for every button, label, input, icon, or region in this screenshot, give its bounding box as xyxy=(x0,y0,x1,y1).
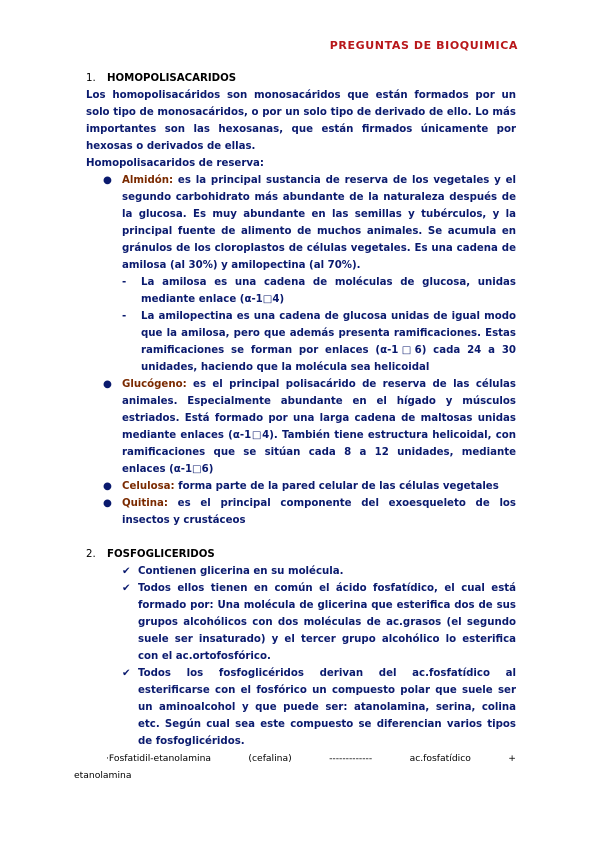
checkmark-icon: ✔ xyxy=(122,668,131,679)
intro-paragraph: Los homopolisacáridos son monosacáridos que están formados por un solo tipo de monosacáridos, o por un solo tipo de derivado de ello. Lo más importantes son las hexosanas, que están firmados únicamente por hexosas o derivados de ellas. xyxy=(86,90,516,152)
product: ac.fosfatídico xyxy=(409,753,471,764)
section-title: HOMOPOLISACARIDOS xyxy=(107,73,237,84)
section-1-heading xyxy=(86,70,516,87)
reaction-row xyxy=(88,750,516,767)
sub-item-text: La amilosa es una cadena de moléculas de glucosa, unidas mediante enlace (α-1□4) xyxy=(141,277,516,305)
item-term: Celulosa: xyxy=(122,481,175,492)
bullet-dot-icon: ● xyxy=(103,481,112,492)
dash-icon: - xyxy=(122,277,127,288)
reaction-line xyxy=(74,750,516,784)
check-item-text: Contienen glicerina en su molécula. xyxy=(138,566,344,577)
list-item xyxy=(86,495,516,529)
bullet-dot-icon: ● xyxy=(103,175,112,186)
check-item xyxy=(86,563,516,580)
sub-item-text: La amilopectina es una cadena de glucosa unidas de igual modo que la amilosa, pero que además presenta ramificaciones. Estas ramificaciones se forman por enlaces (α-1□6) cada 24 a 30 unidades, haciendo que la molécula sea helicoidal xyxy=(141,311,516,373)
second-product: etanolamina xyxy=(74,770,132,781)
sub-item xyxy=(122,308,516,376)
section-number: 2. xyxy=(86,549,96,560)
check-item-text: Todos los fosfoglicéridos derivan del ac.fosfatídico al esterificarse con el fosfórico un compuesto polar que suele ser un aminoalcohol y que puede ser: atanolamina, serina, colina etc. Según cual sea este compuesto se diferencian varios tipos de fosfoglicéridos. xyxy=(138,668,516,747)
check-item xyxy=(86,580,516,665)
page-header: PREGUNTAS DE BIOQUIMICA xyxy=(329,39,518,52)
section-title: FOSFOGLICERIDOS xyxy=(107,549,215,560)
item-text: es la principal sustancia de reserva de los vegetales y el segundo carbohidrato más abundante de la naturaleza después de la glucosa. Es muy abundante en las semillas y tubérculos, y la principal fuente de alimento de muchos animales. Se acumula en gránulos de los cloroplastos de células vegetales. Es una cadena de amilosa (al 30%) y amilopectina (al 70%). xyxy=(122,175,516,271)
item-term: Glucógeno: xyxy=(122,379,187,390)
list-item xyxy=(86,376,516,478)
dash-icon: - xyxy=(122,311,127,322)
check-list xyxy=(86,563,516,750)
check-item xyxy=(86,665,516,750)
checkmark-icon: ✔ xyxy=(122,583,131,594)
item-text: es el principal componente del exoesqueleto de los insectos y crustáceos xyxy=(122,498,516,526)
item-text: forma parte de la pared celular de las células vegetales xyxy=(174,481,499,492)
bullet-dot-icon: ● xyxy=(103,498,112,509)
check-item-text: Todos ellos tienen en común el ácido fosfatídico, el cual está formado por: Una molécula de glicerina que esterifica dos de sus grupos alcohólicos con dos moléculas de ac.grasos (el segundo suele ser insaturado) y el tercer grupo alcohólico lo esterifica con el ac.ortofosfórico. xyxy=(138,583,516,662)
checkmark-icon: ✔ xyxy=(122,566,131,577)
sub-item xyxy=(122,274,516,308)
plus-sign: + xyxy=(508,753,516,764)
reserve-list xyxy=(86,172,516,529)
list-item xyxy=(86,478,516,495)
item-term: Quitina: xyxy=(122,498,168,509)
section-number: 1. xyxy=(86,73,96,84)
reactant: ·Fosfatidil-etanolamina xyxy=(106,753,212,764)
reactant-alias: (cefalina) xyxy=(248,753,292,764)
reaction-arrow: ------------- xyxy=(329,753,373,764)
bullet-dot-icon: ● xyxy=(103,379,112,390)
sub-list xyxy=(122,274,516,376)
item-term: Almidón: xyxy=(122,175,174,186)
list-item xyxy=(86,172,516,376)
section-2-heading xyxy=(86,546,516,563)
document-body xyxy=(74,70,516,784)
item-text: es el principal polisacárido de reserva de las células animales. Especialmente abundante en el hígado y músculos estriados. Está formado por una larga cadena de maltosas unidas mediante enlaces (α-1□4). También tiene estructura helicoidal, con ramificaciones que se sitúan cada 8 a 12 unidades, mediante enlaces (α-1□6) xyxy=(122,379,516,475)
subheading: Homopolisacaridos de reserva: xyxy=(86,158,264,169)
